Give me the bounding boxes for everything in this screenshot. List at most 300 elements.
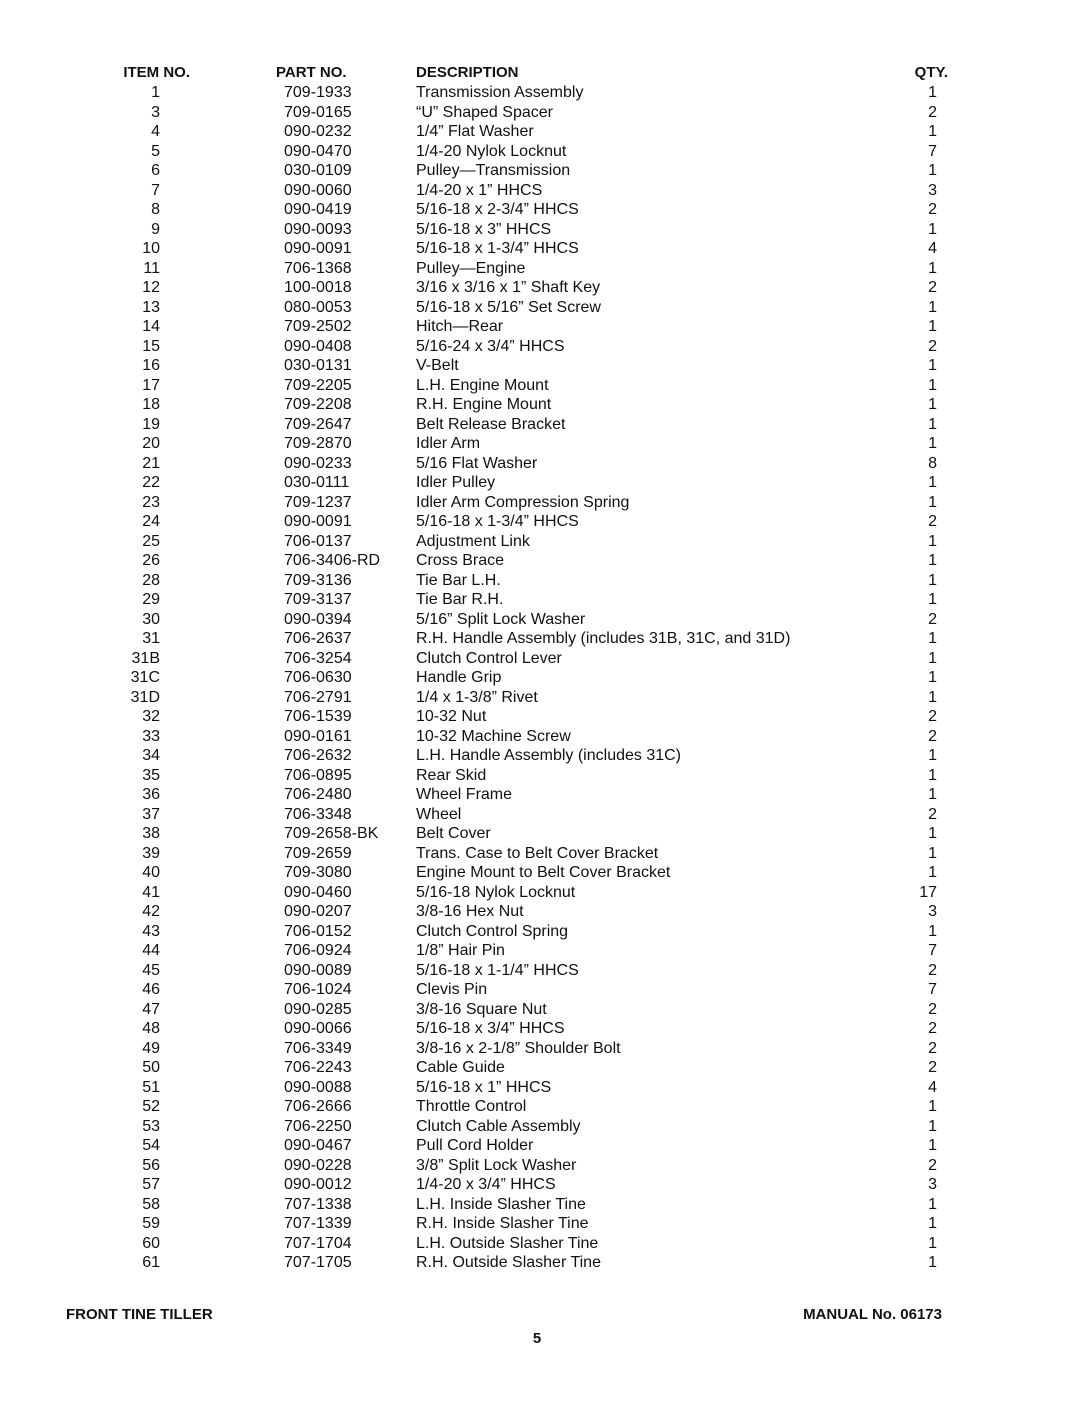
part-no: 706-2243 bbox=[284, 1059, 352, 1076]
table-row bbox=[0, 824, 1080, 844]
description: Belt Cover bbox=[416, 825, 491, 842]
quantity: 1 bbox=[928, 415, 937, 433]
table-row bbox=[0, 122, 1080, 142]
table-row bbox=[0, 1136, 1080, 1156]
part-no: 706-2250 bbox=[284, 1117, 352, 1135]
description: R.H. Outside Slasher Tine bbox=[416, 1254, 601, 1271]
part-no: 709-3137 bbox=[284, 591, 352, 608]
item-no: 29 bbox=[142, 591, 160, 608]
item-no: 25 bbox=[142, 532, 160, 550]
quantity: 1 bbox=[928, 220, 937, 238]
item-no: 37 bbox=[142, 805, 160, 823]
description: Wheel bbox=[416, 805, 462, 823]
quantity: 1 bbox=[928, 864, 937, 881]
table-row bbox=[0, 278, 1080, 298]
table-row bbox=[0, 1019, 1080, 1039]
description: 3/16 x 3/16 x 1” Shaft Key bbox=[416, 279, 601, 296]
part-no: 706-2637 bbox=[284, 630, 352, 647]
table-row bbox=[0, 454, 1080, 474]
table-row bbox=[0, 863, 1080, 883]
table-row bbox=[0, 707, 1080, 727]
part-no: 706-3406-RD bbox=[284, 552, 381, 569]
item-no: 8 bbox=[151, 201, 160, 218]
table-row bbox=[0, 317, 1080, 337]
part-no: 706-1368 bbox=[284, 259, 352, 277]
item-no: 32 bbox=[142, 708, 160, 725]
table-row bbox=[0, 473, 1080, 493]
table-row bbox=[0, 493, 1080, 513]
part-no: 706-2632 bbox=[284, 747, 352, 764]
item-no: 1 bbox=[151, 84, 160, 101]
part-no: 090-0207 bbox=[284, 903, 352, 920]
footer-manual-number: MANUAL No. 06173 bbox=[803, 1306, 942, 1323]
item-no: 41 bbox=[142, 883, 160, 901]
description: 5/16” Split Lock Washer bbox=[416, 610, 586, 628]
table-row bbox=[0, 1253, 1080, 1273]
table-row bbox=[0, 746, 1080, 766]
part-no: 706-0137 bbox=[284, 532, 352, 550]
table-row bbox=[0, 1039, 1080, 1059]
table-row bbox=[0, 551, 1080, 571]
table-row bbox=[0, 980, 1080, 1000]
page-number: 5 bbox=[532, 1330, 542, 1347]
quantity: 1 bbox=[928, 1254, 937, 1271]
item-no: 49 bbox=[142, 1039, 160, 1057]
item-no: 57 bbox=[142, 1176, 160, 1193]
table-row bbox=[0, 961, 1080, 981]
item-no: 7 bbox=[151, 181, 160, 199]
part-no: 090-0419 bbox=[284, 201, 352, 218]
description: Pulley—Transmission bbox=[416, 162, 571, 179]
description: 5/16-18 x 1” HHCS bbox=[416, 1078, 552, 1096]
part-no: 080-0053 bbox=[284, 298, 352, 316]
part-no: 709-2208 bbox=[284, 396, 352, 413]
part-no: 709-2870 bbox=[284, 435, 352, 452]
item-no: 13 bbox=[142, 298, 160, 316]
table-row bbox=[0, 1234, 1080, 1254]
item-no: 36 bbox=[142, 786, 160, 803]
quantity: 2 bbox=[928, 1000, 937, 1018]
quantity: 1 bbox=[928, 571, 937, 589]
table-row bbox=[0, 902, 1080, 922]
quantity: 7 bbox=[928, 981, 937, 998]
description: Rear Skid bbox=[416, 766, 487, 784]
table-row bbox=[0, 1117, 1080, 1137]
table-row bbox=[0, 532, 1080, 552]
header-description: DESCRIPTION bbox=[416, 64, 519, 81]
description: Clutch Cable Assembly bbox=[416, 1117, 581, 1135]
table-row bbox=[0, 220, 1080, 240]
part-no: 090-0091 bbox=[284, 240, 352, 257]
quantity: 1 bbox=[928, 318, 937, 335]
header-part-no: PART NO. bbox=[276, 64, 347, 81]
description: “U” Shaped Spacer bbox=[416, 103, 553, 121]
description: V-Belt bbox=[416, 357, 459, 374]
table-row bbox=[0, 434, 1080, 454]
table-row bbox=[0, 805, 1080, 825]
part-no: 090-0228 bbox=[284, 1156, 352, 1174]
quantity: 3 bbox=[928, 903, 937, 920]
description: Idler Arm Compression Spring bbox=[416, 493, 630, 511]
table-row bbox=[0, 1156, 1080, 1176]
quantity: 1 bbox=[928, 1195, 937, 1213]
description: Handle Grip bbox=[416, 669, 502, 686]
quantity: 3 bbox=[928, 181, 937, 199]
item-no: 15 bbox=[142, 337, 160, 355]
description: 5/16-18 x 1-3/4” HHCS bbox=[416, 513, 579, 530]
part-no: 706-3349 bbox=[284, 1039, 352, 1057]
description: Pulley—Engine bbox=[416, 259, 526, 277]
description: Idler Pulley bbox=[416, 474, 496, 491]
part-no: 090-0093 bbox=[284, 220, 352, 238]
item-no: 6 bbox=[151, 162, 160, 179]
table-row bbox=[0, 941, 1080, 961]
item-no: 31C bbox=[130, 669, 160, 686]
table-row bbox=[0, 668, 1080, 688]
item-no: 3 bbox=[151, 103, 160, 121]
quantity: 1 bbox=[928, 1098, 937, 1115]
quantity: 1 bbox=[928, 259, 937, 277]
description: L.H. Handle Assembly (includes 31C) bbox=[416, 747, 682, 764]
table-row bbox=[0, 337, 1080, 357]
part-no: 090-0470 bbox=[284, 142, 352, 160]
table-row bbox=[0, 298, 1080, 318]
description: Clevis Pin bbox=[416, 981, 488, 998]
quantity: 2 bbox=[928, 1020, 937, 1037]
part-no: 709-2647 bbox=[284, 415, 352, 433]
quantity: 2 bbox=[928, 610, 937, 628]
part-no: 706-1024 bbox=[284, 981, 352, 998]
part-no: 709-3136 bbox=[284, 571, 352, 589]
description: Tie Bar L.H. bbox=[416, 571, 501, 589]
description: 5/16-18 Nylok Locknut bbox=[416, 883, 576, 901]
footer-product-title: FRONT TINE TILLER bbox=[66, 1306, 213, 1323]
part-no: 090-0060 bbox=[284, 181, 352, 199]
part-no: 090-0394 bbox=[284, 610, 352, 628]
table-row bbox=[0, 922, 1080, 942]
description: 10-32 Machine Screw bbox=[416, 727, 571, 745]
part-no: 706-2480 bbox=[284, 786, 352, 803]
table-row bbox=[0, 571, 1080, 591]
part-no: 709-2658-BK bbox=[284, 825, 379, 842]
part-no: 090-0012 bbox=[284, 1176, 352, 1193]
part-no: 706-0152 bbox=[284, 922, 352, 940]
table-row bbox=[0, 376, 1080, 396]
quantity: 1 bbox=[928, 591, 937, 608]
table-row bbox=[0, 1078, 1080, 1098]
description: R.H. Inside Slasher Tine bbox=[416, 1215, 589, 1232]
part-no: 100-0018 bbox=[284, 279, 352, 296]
header-qty: QTY. bbox=[914, 64, 948, 81]
quantity: 17 bbox=[919, 883, 937, 901]
description: 1/4-20 x 1” HHCS bbox=[416, 181, 543, 199]
quantity: 1 bbox=[928, 474, 937, 491]
item-no: 34 bbox=[142, 747, 160, 764]
part-no: 709-1237 bbox=[284, 493, 352, 511]
item-no: 48 bbox=[142, 1020, 160, 1037]
table-row bbox=[0, 200, 1080, 220]
table-row bbox=[0, 181, 1080, 201]
item-no: 44 bbox=[142, 942, 160, 959]
quantity: 1 bbox=[928, 435, 937, 452]
part-no: 706-1539 bbox=[284, 708, 352, 725]
quantity: 1 bbox=[928, 396, 937, 413]
description: Trans. Case to Belt Cover Bracket bbox=[416, 844, 659, 862]
table-row bbox=[0, 142, 1080, 162]
quantity: 2 bbox=[928, 337, 937, 355]
item-no: 35 bbox=[142, 766, 160, 784]
description: 1/4” Flat Washer bbox=[416, 123, 534, 140]
item-no: 24 bbox=[142, 513, 160, 530]
part-no: 706-0924 bbox=[284, 942, 352, 959]
table-row bbox=[0, 1058, 1080, 1078]
item-no: 22 bbox=[142, 474, 160, 491]
description: 10-32 Nut bbox=[416, 708, 487, 725]
table-row bbox=[0, 259, 1080, 279]
quantity: 7 bbox=[928, 142, 937, 160]
item-no: 39 bbox=[142, 844, 160, 862]
table-row bbox=[0, 1097, 1080, 1117]
part-no: 709-2502 bbox=[284, 318, 352, 335]
part-no: 706-3254 bbox=[284, 649, 352, 667]
item-no: 23 bbox=[142, 493, 160, 511]
description: Belt Release Bracket bbox=[416, 415, 566, 433]
part-no: 090-0460 bbox=[284, 883, 352, 901]
item-no: 52 bbox=[142, 1098, 160, 1115]
description: Engine Mount to Belt Cover Bracket bbox=[416, 864, 671, 881]
table-row bbox=[0, 883, 1080, 903]
quantity: 1 bbox=[928, 922, 937, 940]
description: 3/8” Split Lock Washer bbox=[416, 1156, 577, 1174]
table-row bbox=[0, 239, 1080, 259]
item-no: 18 bbox=[142, 396, 160, 413]
quantity: 1 bbox=[928, 1117, 937, 1135]
table-row bbox=[0, 1195, 1080, 1215]
table-row bbox=[0, 103, 1080, 123]
table-row bbox=[0, 395, 1080, 415]
quantity: 1 bbox=[928, 1215, 937, 1232]
part-no: 090-0408 bbox=[284, 337, 352, 355]
part-no: 030-0131 bbox=[284, 357, 352, 374]
item-no: 31 bbox=[142, 630, 160, 647]
part-no: 709-3080 bbox=[284, 864, 352, 881]
item-no: 60 bbox=[142, 1234, 160, 1252]
table-row bbox=[0, 415, 1080, 435]
item-no: 53 bbox=[142, 1117, 160, 1135]
quantity: 1 bbox=[928, 493, 937, 511]
description: L.H. Outside Slasher Tine bbox=[416, 1234, 599, 1252]
description: Wheel Frame bbox=[416, 786, 513, 803]
item-no: 40 bbox=[142, 864, 160, 881]
description: 1/4 x 1-3/8” Rivet bbox=[416, 688, 538, 706]
part-no: 706-0895 bbox=[284, 766, 352, 784]
item-no: 54 bbox=[142, 1137, 160, 1154]
quantity: 1 bbox=[928, 84, 937, 101]
quantity: 2 bbox=[928, 513, 937, 530]
description: L.H. Inside Slasher Tine bbox=[416, 1195, 586, 1213]
quantity: 2 bbox=[928, 279, 937, 296]
table-row bbox=[0, 844, 1080, 864]
item-no: 9 bbox=[151, 220, 160, 238]
description: 5/16-18 x 3” HHCS bbox=[416, 220, 552, 238]
description: 5/16 Flat Washer bbox=[416, 454, 538, 472]
item-no: 11 bbox=[143, 259, 160, 277]
quantity: 1 bbox=[928, 786, 937, 803]
description: 5/16-18 x 5/16” Set Screw bbox=[416, 298, 601, 316]
description: 3/8-16 Square Nut bbox=[416, 1000, 547, 1018]
part-no: 090-0232 bbox=[284, 123, 352, 140]
part-no: 090-0088 bbox=[284, 1078, 352, 1096]
item-no: 42 bbox=[142, 903, 160, 920]
description: 3/8-16 Hex Nut bbox=[416, 903, 524, 920]
part-no: 709-1933 bbox=[284, 84, 352, 101]
table-row bbox=[0, 1000, 1080, 1020]
part-no: 090-0066 bbox=[284, 1020, 352, 1037]
quantity: 1 bbox=[928, 630, 937, 647]
part-no: 707-1339 bbox=[284, 1215, 352, 1232]
part-no: 090-0233 bbox=[284, 454, 352, 472]
quantity: 1 bbox=[928, 766, 937, 784]
quantity: 2 bbox=[928, 727, 937, 745]
item-no: 38 bbox=[142, 825, 160, 842]
quantity: 1 bbox=[928, 844, 937, 862]
quantity: 1 bbox=[928, 532, 937, 550]
description: Hitch—Rear bbox=[416, 318, 504, 335]
item-no: 33 bbox=[142, 727, 160, 745]
item-no: 30 bbox=[142, 610, 160, 628]
part-no: 709-2659 bbox=[284, 844, 352, 862]
item-no: 4 bbox=[151, 123, 160, 140]
quantity: 2 bbox=[928, 1039, 937, 1057]
item-no: 16 bbox=[142, 357, 160, 374]
quantity: 7 bbox=[928, 942, 937, 959]
item-no: 45 bbox=[142, 961, 160, 979]
description: 3/8-16 x 2-1/8” Shoulder Bolt bbox=[416, 1039, 621, 1057]
item-no: 12 bbox=[142, 279, 160, 296]
part-no: 706-3348 bbox=[284, 805, 352, 823]
item-no: 5 bbox=[151, 142, 160, 160]
part-no: 090-0091 bbox=[284, 513, 352, 530]
part-no: 030-0111 bbox=[284, 474, 350, 491]
table-row bbox=[0, 688, 1080, 708]
table-row bbox=[0, 610, 1080, 630]
item-no: 61 bbox=[142, 1254, 160, 1271]
part-no: 090-0161 bbox=[284, 727, 352, 745]
quantity: 3 bbox=[928, 1176, 937, 1193]
parts-list-table bbox=[0, 62, 1080, 1273]
quantity: 1 bbox=[928, 747, 937, 764]
quantity: 4 bbox=[928, 240, 937, 257]
part-no: 030-0109 bbox=[284, 162, 352, 179]
part-no: 706-2791 bbox=[284, 688, 352, 706]
item-no: 58 bbox=[142, 1195, 160, 1213]
item-no: 10 bbox=[142, 240, 160, 257]
quantity: 1 bbox=[928, 1234, 937, 1252]
table-row bbox=[0, 83, 1080, 103]
table-row bbox=[0, 356, 1080, 376]
part-no: 090-0467 bbox=[284, 1137, 352, 1154]
description: Adjustment Link bbox=[416, 532, 530, 550]
item-no: 59 bbox=[142, 1215, 160, 1232]
part-no: 707-1705 bbox=[284, 1254, 352, 1271]
description: 5/16-18 x 1-3/4” HHCS bbox=[416, 240, 579, 257]
quantity: 1 bbox=[928, 123, 937, 140]
quantity: 2 bbox=[928, 1156, 937, 1174]
part-no: 709-0165 bbox=[284, 103, 352, 121]
description: R.H. Handle Assembly (includes 31B, 31C, and 31D) bbox=[416, 630, 791, 647]
table-row bbox=[0, 649, 1080, 669]
table-row bbox=[0, 512, 1080, 532]
item-no: 43 bbox=[142, 922, 160, 940]
description: Throttle Control bbox=[416, 1098, 527, 1115]
part-no: 090-0089 bbox=[284, 961, 352, 979]
quantity: 1 bbox=[928, 649, 937, 667]
description: 5/16-18 x 3/4” HHCS bbox=[416, 1020, 565, 1037]
part-no: 707-1338 bbox=[284, 1195, 352, 1213]
quantity: 1 bbox=[928, 357, 937, 374]
quantity: 2 bbox=[928, 201, 937, 218]
description: Clutch Control Spring bbox=[416, 922, 569, 940]
description: R.H. Engine Mount bbox=[416, 396, 552, 413]
quantity: 2 bbox=[928, 1059, 937, 1076]
description: 1/8” Hair Pin bbox=[416, 942, 505, 959]
description: Pull Cord Holder bbox=[416, 1137, 534, 1154]
quantity: 1 bbox=[928, 162, 937, 179]
item-no: 26 bbox=[142, 552, 160, 569]
item-no: 20 bbox=[142, 435, 160, 452]
quantity: 1 bbox=[928, 376, 937, 394]
quantity: 1 bbox=[928, 688, 937, 706]
table-row bbox=[0, 590, 1080, 610]
description: 5/16-18 x 1-1/4” HHCS bbox=[416, 961, 579, 979]
item-no: 31D bbox=[130, 688, 160, 706]
quantity: 1 bbox=[928, 552, 937, 569]
description: 1/4-20 x 3/4” HHCS bbox=[416, 1176, 556, 1193]
part-no: 706-2666 bbox=[284, 1098, 352, 1115]
part-no: 709-2205 bbox=[284, 376, 352, 394]
part-no: 706-0630 bbox=[284, 669, 352, 686]
table-body bbox=[0, 83, 1080, 1273]
description: L.H. Engine Mount bbox=[416, 376, 549, 394]
table-row bbox=[0, 629, 1080, 649]
quantity: 1 bbox=[928, 1137, 937, 1154]
quantity: 1 bbox=[928, 298, 937, 316]
table-row bbox=[0, 785, 1080, 805]
quantity: 2 bbox=[928, 103, 937, 121]
item-no: 17 bbox=[142, 376, 160, 394]
description: 1/4-20 Nylok Locknut bbox=[416, 142, 567, 160]
table-row bbox=[0, 161, 1080, 181]
description: Transmission Assembly bbox=[416, 84, 584, 101]
quantity: 2 bbox=[928, 805, 937, 823]
part-no: 090-0285 bbox=[284, 1000, 352, 1018]
item-no: 50 bbox=[142, 1059, 160, 1076]
description: Cable Guide bbox=[416, 1059, 505, 1076]
header-item-no: ITEM NO. bbox=[123, 64, 190, 81]
item-no: 14 bbox=[142, 318, 160, 335]
description: Cross Brace bbox=[416, 552, 505, 569]
table-row bbox=[0, 1214, 1080, 1234]
item-no: 31B bbox=[131, 649, 160, 667]
description: 5/16-18 x 2-3/4” HHCS bbox=[416, 201, 579, 218]
description: 5/16-24 x 3/4” HHCS bbox=[416, 337, 565, 355]
item-no: 56 bbox=[142, 1156, 160, 1174]
description: Idler Arm bbox=[416, 435, 481, 452]
table-row bbox=[0, 727, 1080, 747]
item-no: 51 bbox=[142, 1078, 160, 1096]
part-no: 707-1704 bbox=[284, 1234, 352, 1252]
item-no: 46 bbox=[142, 981, 160, 998]
